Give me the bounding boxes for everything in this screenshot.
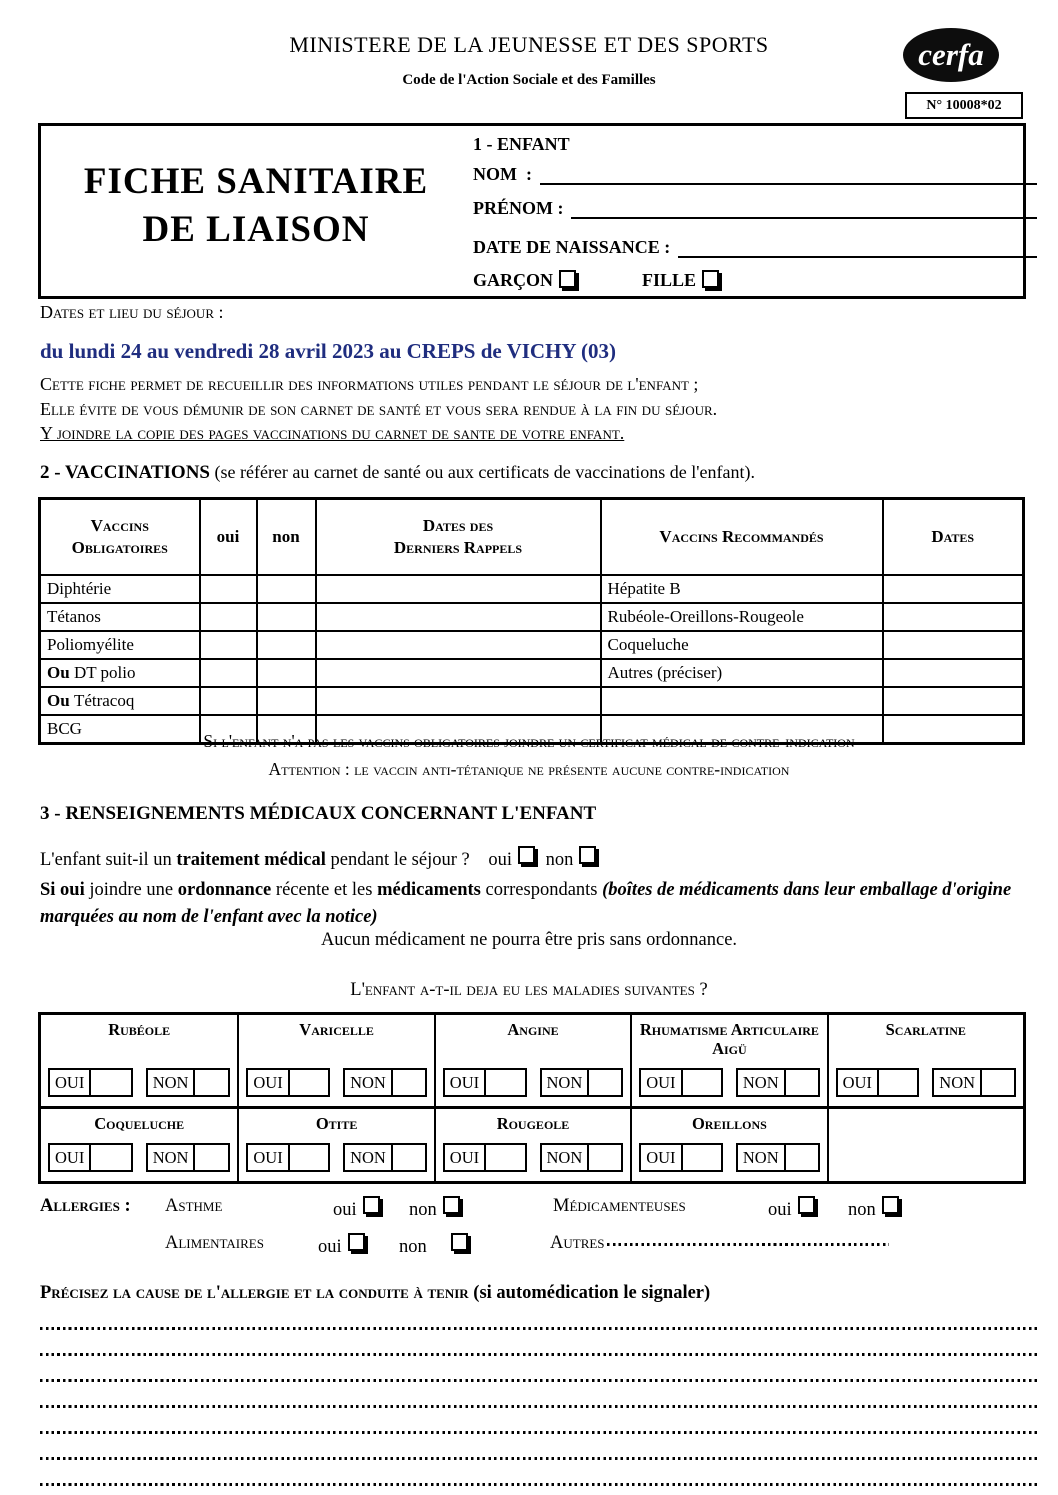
autres-label (550, 1233, 889, 1254)
oui-label: OUI (50, 1145, 91, 1170)
non-label: NON (542, 1145, 590, 1170)
oui-box[interactable] (879, 1070, 917, 1095)
oui-label: oui (768, 1200, 792, 1220)
write-in-line[interactable] (40, 1379, 1038, 1382)
col-dates-rappels (316, 499, 601, 576)
col-vaccins-recommandes: Vaccins Recommandés (601, 499, 883, 576)
vaccin-obligatoire-label: Ou DT polio (40, 659, 200, 687)
maladie-label: Angine (507, 1020, 559, 1039)
oui-checkbox-group[interactable] (246, 1143, 330, 1172)
medicamenteuses-non (848, 1196, 905, 1221)
autres-text: Autres (550, 1233, 605, 1253)
date-cell[interactable] (883, 631, 1024, 659)
oui-label: OUI (248, 1070, 289, 1095)
maladie-label: Rougeole (496, 1114, 570, 1133)
date-rappel-cell[interactable] (316, 575, 601, 603)
vaccin-row (40, 575, 1024, 603)
non-box[interactable] (589, 1070, 621, 1095)
oui-checkbox-group[interactable] (48, 1068, 133, 1097)
traitement-bold: traitement médical (176, 850, 326, 870)
maladie-cell-rougeole (434, 1106, 630, 1181)
vaccin-recommande-label: Autres (préciser) (601, 659, 883, 687)
write-in-line[interactable] (40, 1353, 1038, 1356)
nom-input-line[interactable] (540, 165, 1037, 185)
non-checkbox-group[interactable] (932, 1068, 1016, 1097)
allergies-section (0, 1196, 1058, 1276)
fille-checkbox[interactable] (702, 270, 719, 288)
oui-label: OUI (445, 1070, 486, 1095)
vaccin-row (40, 659, 1024, 687)
asthme-label: Asthme (165, 1196, 223, 1216)
maladie-cell-angine (434, 1015, 630, 1106)
non-box[interactable] (393, 1145, 425, 1170)
oui-cell[interactable] (200, 575, 257, 603)
allergies-label: Allergies : (40, 1196, 131, 1216)
traitement-oui-checkbox[interactable] (518, 846, 535, 864)
non-box[interactable] (982, 1070, 1014, 1095)
sejour-dates-line: du lundi 24 au vendredi 28 avril 2023 au CREPS de VICHY (03) (40, 339, 617, 363)
asthme-non-checkbox[interactable] (443, 1196, 460, 1214)
traitement-oui-label: oui (488, 850, 512, 870)
traitement-text2: pendant le séjour ? (325, 850, 470, 870)
fille-label: FILLE (642, 270, 697, 290)
vaccin-obligatoire-label: Ou Tétracoq (40, 687, 200, 715)
vaccin-obligatoire-label: Diphtérie (40, 575, 200, 603)
maladie-label: Coqueluche (94, 1114, 185, 1133)
non-label: NON (345, 1070, 393, 1095)
section1-heading: 1 - ENFANT (473, 134, 570, 154)
vaccin-row (40, 631, 1024, 659)
oui-box[interactable] (486, 1145, 524, 1170)
oui-box[interactable] (486, 1070, 524, 1095)
date-cell[interactable] (883, 575, 1024, 603)
non-checkbox-group[interactable] (736, 1143, 820, 1172)
no-medication-note: Aucun médicament ne pourra être pris sans ordonnance. (320, 930, 738, 950)
write-in-line[interactable] (40, 1431, 1038, 1434)
precisez-heading (40, 1283, 710, 1304)
oui-checkbox-group[interactable] (48, 1143, 133, 1172)
asthme-oui (333, 1196, 386, 1221)
non-box[interactable] (786, 1070, 818, 1095)
sejour-paragraph (40, 372, 1028, 446)
garcon-label: GARÇON (473, 270, 553, 290)
precisez-main: Précisez la cause de l'allergie et la conduite à tenir (40, 1283, 474, 1303)
date-rappel-cell[interactable] (316, 687, 601, 715)
vaccin-recommande-label: Coqueluche (601, 631, 883, 659)
date-cell[interactable] (883, 603, 1024, 631)
alimentaires-non-checkbox[interactable] (451, 1233, 468, 1251)
vaccinations-table (38, 497, 1025, 745)
non-checkbox-group[interactable] (540, 1068, 624, 1097)
asthme-non (409, 1196, 466, 1221)
non-label: NON (738, 1145, 786, 1170)
medicamenteuses-label: Médicamenteuses (553, 1196, 686, 1216)
oui-cell[interactable] (200, 603, 257, 631)
write-in-line[interactable] (40, 1327, 1038, 1330)
col-vaccins-obligatoires (40, 499, 200, 576)
vaccin-note1: Si l'enfant n'a pas les vaccins obligatoires joindre un certificat médical de contre-indication (203, 731, 855, 751)
oui-cell[interactable] (200, 659, 257, 687)
form-title-line1: FICHE SANITAIRE (83, 161, 429, 202)
ordonnance-bold: ordonnance (177, 880, 272, 900)
boites-bold-italic: (boîtes de médicaments dans leur emballage d'origine marquées au nom de l'enfant avec la notice) (40, 880, 1012, 927)
date-cell[interactable] (883, 687, 1024, 715)
sejour-info-line3: Y joindre la copie des pages vaccinations du carnet de sante de votre enfant. (40, 423, 625, 443)
prenom-row (473, 198, 1037, 219)
ordonnance-paragraph (40, 877, 1032, 931)
date-cell[interactable] (883, 659, 1024, 687)
non-checkbox-group[interactable] (146, 1068, 231, 1097)
oui-box[interactable] (91, 1070, 130, 1095)
oui-box[interactable] (683, 1070, 721, 1095)
prenom-label: PRÉNOM : (473, 198, 564, 218)
section3-heading: 3 - RENSEIGNEMENTS MÉDICAUX CONCERNANT L'ENFANT (40, 803, 597, 824)
maladie-label: Scarlatine (885, 1020, 966, 1039)
traitement-non-label: non (545, 850, 574, 870)
write-in-line[interactable] (40, 1483, 1038, 1486)
non-label: non (409, 1200, 437, 1220)
maladie-cell-oreillons (630, 1106, 826, 1181)
vaccin-recommande-label (601, 687, 883, 715)
maladie-label: Otite (315, 1114, 358, 1133)
form-title (41, 158, 471, 254)
date-rappel-cell[interactable] (316, 603, 601, 631)
medicamenteuses-non-checkbox[interactable] (882, 1196, 899, 1214)
sejour-info-line1: Cette fiche permet de recueillir des informations utiles pendant le séjour de l'enfant ; (40, 374, 699, 394)
autres-input-line[interactable] (607, 1243, 889, 1246)
alimentaires-non (399, 1233, 474, 1258)
maladie-label: Oreillons (691, 1114, 767, 1133)
code-subtitle: Code de l'Action Sociale et des Familles (402, 72, 656, 88)
non-cell[interactable] (257, 603, 316, 631)
non-checkbox-group[interactable] (540, 1143, 624, 1172)
oui-box[interactable] (290, 1145, 328, 1170)
oui-checkbox-group[interactable] (443, 1068, 527, 1097)
sioui-text1: joindre une (84, 880, 178, 900)
ministry-title: MINISTERE DE LA JEUNESSE ET DES SPORTS (289, 32, 769, 57)
alimentaires-oui (318, 1233, 371, 1258)
maladie-label: Rubéole (108, 1020, 171, 1039)
oui-label: OUI (248, 1145, 289, 1170)
alimentaires-oui-checkbox[interactable] (348, 1233, 365, 1251)
non-label: non (399, 1237, 427, 1257)
maladie-cell-empty (827, 1106, 1023, 1181)
form-number-badge: N° 10008*02 (905, 92, 1023, 119)
traitement-non-checkbox[interactable] (579, 846, 596, 864)
oui-label: oui (318, 1237, 342, 1257)
vaccin-row (40, 687, 1024, 715)
traitement-text: L'enfant suit-il un (40, 850, 177, 870)
nom-label: NOM : (473, 164, 532, 184)
oui-checkbox-group[interactable] (836, 1068, 920, 1097)
non-checkbox-group[interactable] (736, 1068, 820, 1097)
sioui-text3: correspondants (480, 880, 603, 900)
non-checkbox-group[interactable] (146, 1143, 231, 1172)
non-label: NON (542, 1070, 590, 1095)
section2-heading-bold: 2 - VACCINATIONS (40, 462, 210, 483)
vaccin-obligatoire-label: Poliomyélite (40, 631, 200, 659)
non-cell[interactable] (257, 575, 316, 603)
non-cell[interactable] (257, 687, 316, 715)
vaccin-recommande-label: Rubéole-Oreillons-Rougeole (601, 603, 883, 631)
medicamenteuses-oui (768, 1196, 821, 1221)
oui-label: OUI (838, 1070, 879, 1095)
prenom-input-line[interactable] (571, 199, 1037, 219)
sexe-row (473, 270, 725, 291)
col-dates-line2: Derniers Rappels (393, 538, 523, 557)
write-in-line[interactable] (40, 1457, 1038, 1460)
oui-cell[interactable] (200, 687, 257, 715)
sioui-bold: Si oui (40, 880, 85, 900)
maladie-cell-coqueluche (41, 1106, 237, 1181)
enfant-section-box (38, 123, 1026, 299)
oui-box[interactable] (683, 1145, 721, 1170)
non-label: NON (934, 1070, 982, 1095)
maladie-cell-rubeole (41, 1015, 237, 1106)
oui-label: oui (333, 1200, 357, 1220)
alimentaires-label: Alimentaires (165, 1233, 264, 1253)
oui-box[interactable] (290, 1070, 328, 1095)
medicaments-bold: médicaments (377, 880, 481, 900)
maladie-cell-rhumatisme (630, 1015, 826, 1106)
non-checkbox-group[interactable] (343, 1143, 427, 1172)
naissance-row (473, 237, 1037, 258)
oui-box[interactable] (91, 1145, 130, 1170)
vaccin-note2: Attention : le vaccin anti-tétanique ne présente aucune contre-indication (268, 759, 790, 779)
maladie-cell-otite (237, 1106, 433, 1181)
section2-heading-note: (se référer au carnet de santé ou aux certificats de vaccinations de l'enfant). (209, 462, 755, 482)
maladie-label: Varicelle (299, 1020, 374, 1039)
non-box[interactable] (393, 1070, 425, 1095)
form-title-line2: DE LIAISON (142, 209, 370, 250)
col-non: non (257, 499, 316, 576)
col-vaccins-line2: Obligatoires (71, 538, 168, 557)
non-label: NON (148, 1145, 196, 1170)
oui-label: OUI (50, 1070, 91, 1095)
oui-label: OUI (641, 1145, 682, 1170)
vaccin-obligatoire-label: BCG (40, 715, 200, 744)
section2-heading (40, 462, 755, 484)
non-label: NON (738, 1070, 786, 1095)
traitement-question (40, 846, 602, 871)
oui-checkbox-group[interactable] (443, 1143, 527, 1172)
oui-checkbox-group[interactable] (246, 1068, 330, 1097)
oui-cell[interactable] (200, 631, 257, 659)
date-rappel-cell[interactable] (316, 659, 601, 687)
sioui-text2: récente et les (271, 880, 378, 900)
maladies-table (38, 1012, 1026, 1184)
nom-row (473, 164, 1037, 185)
non-label: NON (345, 1145, 393, 1170)
write-in-line[interactable] (40, 1405, 1038, 1408)
vaccin-recommande-label: Hépatite B (601, 575, 883, 603)
vaccin-row (40, 603, 1024, 631)
maladie-label: Rhumatisme Articulaire Aigü (639, 1020, 819, 1058)
garcon-checkbox[interactable] (559, 270, 576, 288)
non-box[interactable] (589, 1145, 621, 1170)
non-cell[interactable] (257, 659, 316, 687)
vaccin-obligatoire-label: Tétanos (40, 603, 200, 631)
precisez-paren: (si automédication le signaler) (473, 1283, 711, 1303)
naissance-input-line[interactable] (678, 238, 1037, 258)
non-label: non (848, 1200, 876, 1220)
non-box[interactable] (786, 1145, 818, 1170)
non-cell[interactable] (257, 631, 316, 659)
maladie-cell-scarlatine (827, 1015, 1023, 1106)
maladies-title: L'enfant a-t-il deja eu les maladies suivantes ? (350, 980, 708, 1000)
col-vaccins-line1: Vaccins (90, 516, 149, 535)
date-rappel-cell[interactable] (316, 631, 601, 659)
cerfa-logo-text: cerfa (918, 37, 984, 72)
non-label: NON (148, 1070, 196, 1095)
medicamenteuses-oui-checkbox[interactable] (798, 1196, 815, 1214)
cerfa-logo (903, 28, 999, 82)
oui-label: OUI (445, 1145, 486, 1170)
maladie-cell-varicelle (237, 1015, 433, 1106)
sejour-info-line2: Elle évite de vous démunir de son carnet de santé et vous sera rendue à la fin du séjour. (40, 398, 718, 419)
oui-label: OUI (641, 1070, 682, 1095)
non-box[interactable] (195, 1145, 228, 1170)
non-checkbox-group[interactable] (343, 1068, 427, 1097)
naissance-label: DATE DE NAISSANCE : (473, 237, 671, 257)
oui-checkbox-group[interactable] (639, 1068, 723, 1097)
sejour-label: Dates et lieu du séjour : (40, 302, 224, 322)
oui-checkbox-group[interactable] (639, 1143, 723, 1172)
col-dates: Dates (883, 499, 1024, 576)
vaccinations-header-row (40, 499, 1024, 576)
col-dates-line1: Dates des (422, 516, 494, 535)
asthme-oui-checkbox[interactable] (363, 1196, 380, 1214)
non-box[interactable] (195, 1070, 228, 1095)
col-oui: oui (200, 499, 257, 576)
